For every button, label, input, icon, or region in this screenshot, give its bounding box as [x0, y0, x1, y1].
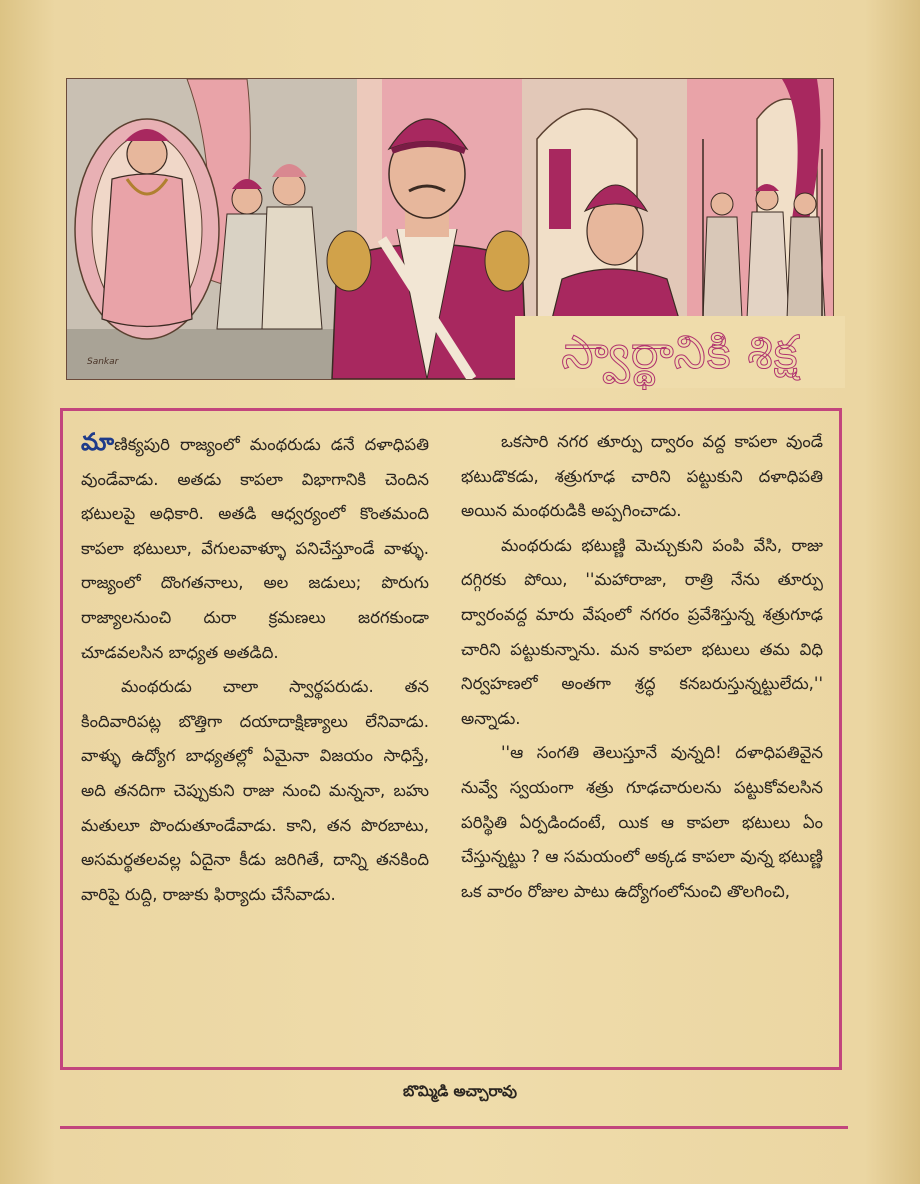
text-column-right	[461, 425, 823, 909]
story-text-frame	[60, 408, 842, 1070]
artist-signature: Sankar	[87, 357, 119, 367]
text-column-left	[81, 425, 429, 912]
paragraph: మాణిక్యపురి రాజ్యంలో మంథరుడు డనే దళాధిపతి వుండేవాడు. అతడు కాపలా విభాగానికి చెందిన భటులపై అధికారి. అతడి ఆధ్వర్యంలో కొంతమంది కాపలా భటులూ, వేగులవాళ్ళూ పనిచేస్తూండే వాళ్ళు. రాజ్యంలో దొంగతనాలు, అల జడులు; పొరుగు రాజ్యాలనుంచి దురా క్రమణలు జరగకుండా చూడవలసిన బాధ్యత అతడిది.	[81, 428, 429, 662]
bottom-rule	[60, 1126, 848, 1129]
story-title: స్వార్థానికి శిక్ష	[515, 316, 845, 388]
paragraph: ఒకసారి నగర తూర్పు ద్వారం వద్ద కాపలా వుండే భటుడొకడు, శత్రుగూఢ చారిని పట్టుకుని దళాధిపతి అయిన మంథరుడికి అప్పగించాడు.	[461, 432, 823, 521]
paragraph: మంథరుడు భటుణ్ణి మెచ్చుకుని పంపి వేసి, రాజు దగ్గిరకు పోయి, ''మహారాజా, రాత్రి నేను తూర్పు ద్వారంవద్ద మారు వేషంలో నగరం ప్రవేశిస్తున్న శత్రుగూఢ చారిని పట్టుకున్నాను. మన కాపలా భటులు తమ విధి నిర్వహణలో అంతగా శ్రద్ధ కనబరుస్తున్నట్టులేదు,'' అన్నాడు.	[461, 535, 823, 728]
drop-cap: మా	[81, 428, 115, 456]
paragraph: ''ఆ సంగతి తెలుస్తూనే వున్నది! దళాధిపతివైన నువ్వే స్వయంగా శత్రు గూఢచారులను పట్టుకోవలసిన పరిస్థితి ఏర్పడిందంటే, యిక ఆ కాపలా భటులు ఏం చేస్తున్నట్టు ? ఆ సమయంలో అక్కడ కాపలా వున్న భటుణ్ణి ఒక వారం రోజుల పాటు ఉద్యోగంలోనుంచి తొలగించి,	[461, 743, 823, 901]
paragraph: మంథరుడు చాలా స్వార్థపరుడు. తన కిందివారిపట్ల బొత్తిగా దయాదాక్షిణ్యాలు లేనివాడు. వాళ్ళు ఉద్యోగ బాధ్యతల్లో ఏమైనా విజయం సాధిస్తే, అది తనదిగా చెప్పుకుని రాజు నుంచి మన్ననా, బహు మతులూ పొందుతూండేవాడు. కాని, తన పొరబాటు, అసమర్థతలవల్ల ఏదైనా కీడు జరిగితే, దాన్ని తనకింది వారిపై రుద్ది, రాజుకు ఫిర్యాదు చేసేవాడు.	[81, 677, 429, 904]
author-name: బొమ్మిడి అచ్చారావు	[402, 1082, 518, 1100]
